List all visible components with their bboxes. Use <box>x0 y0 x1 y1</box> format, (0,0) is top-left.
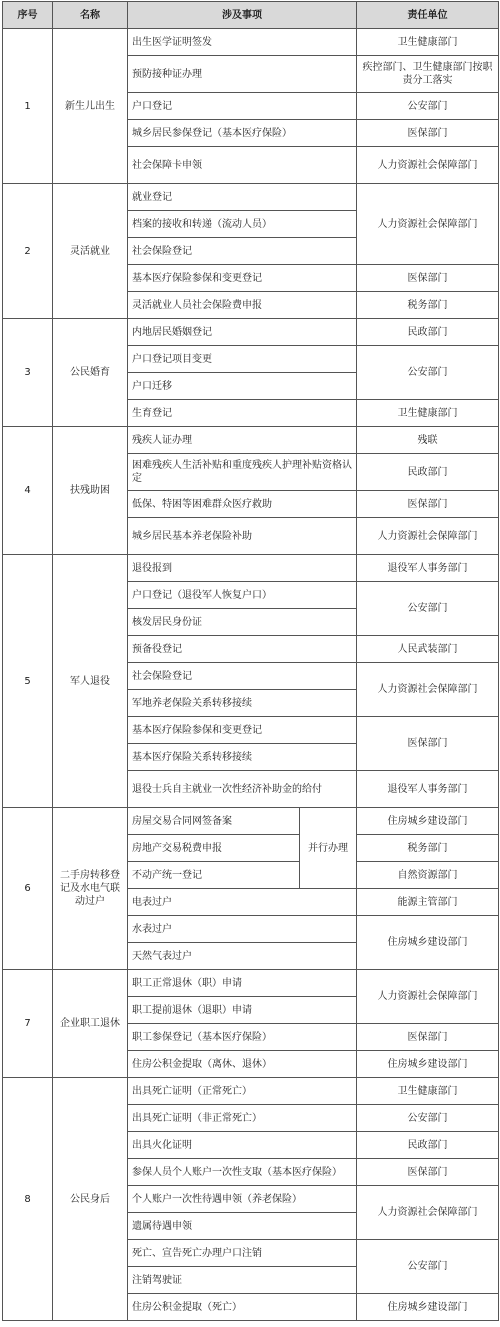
item-cell: 出生医学证明签发 <box>128 29 357 56</box>
unit-cell: 卫生健康部门 <box>357 400 499 427</box>
item-cell: 电表过户 <box>128 889 357 916</box>
unit-cell: 税务部门 <box>357 835 499 862</box>
table-row <box>3 319 499 346</box>
unit-cell: 卫生健康部门 <box>357 1078 499 1105</box>
unit-cell: 公安部门 <box>357 346 499 400</box>
item-cell: 困难残疾人生活补贴和重度残疾人护理补贴资格认定 <box>128 454 357 491</box>
item-cell: 残疾人证办理 <box>128 427 357 454</box>
group-name: 灵活就业 <box>53 184 128 319</box>
item-cell: 档案的接收和转递（流动人员） <box>128 211 357 238</box>
group-name: 企业职工退休 <box>53 970 128 1078</box>
affairs-table <box>2 1 499 1321</box>
header-items: 涉及事项 <box>128 2 357 29</box>
parallel-tag: 并行办理 <box>300 808 357 889</box>
table-row <box>3 970 499 997</box>
unit-cell: 医保部门 <box>357 265 499 292</box>
item-cell: 社会保险登记 <box>128 238 357 265</box>
item-cell: 户口迁移 <box>128 373 357 400</box>
item-cell: 低保、特困等困难群众医疗救助 <box>128 491 357 518</box>
item-cell: 预防接种证办理 <box>128 56 357 93</box>
unit-cell: 人力资源社会保障部门 <box>357 518 499 555</box>
unit-cell: 退役军人事务部门 <box>357 771 499 808</box>
unit-cell: 住房城乡建设部门 <box>357 1051 499 1078</box>
item-cell: 退役报到 <box>128 555 357 582</box>
item-cell: 就业登记 <box>128 184 357 211</box>
table-row <box>3 555 499 582</box>
unit-cell: 公安部门 <box>357 582 499 636</box>
item-cell: 职工参保登记（基本医疗保险） <box>128 1024 357 1051</box>
item-cell: 内地居民婚姻登记 <box>128 319 357 346</box>
table-row <box>3 29 499 56</box>
item-cell: 不动产统一登记 <box>128 862 300 889</box>
group-name: 军人退役 <box>53 555 128 808</box>
unit-cell: 退役军人事务部门 <box>357 555 499 582</box>
unit-cell: 残联 <box>357 427 499 454</box>
unit-cell: 能源主管部门 <box>357 889 499 916</box>
table-row <box>3 427 499 454</box>
item-cell: 注销驾驶证 <box>128 1267 357 1294</box>
header-unit: 责任单位 <box>357 2 499 29</box>
table-body <box>3 29 499 1321</box>
item-cell: 户口登记项目变更 <box>128 346 357 373</box>
item-cell: 军地养老保险关系转移接续 <box>128 690 357 717</box>
item-cell: 退役士兵自主就业一次性经济补助金的给付 <box>128 771 357 808</box>
table-row <box>3 184 499 211</box>
unit-cell: 公安部门 <box>357 1105 499 1132</box>
item-cell: 基本医疗保险参保和变更登记 <box>128 717 357 744</box>
item-cell: 生育登记 <box>128 400 357 427</box>
item-cell: 出具死亡证明（正常死亡） <box>128 1078 357 1105</box>
table-row <box>3 808 499 835</box>
group-number: 3 <box>3 319 53 427</box>
unit-cell: 医保部门 <box>357 1024 499 1051</box>
group-name: 新生儿出生 <box>53 29 128 184</box>
unit-cell: 公安部门 <box>357 1240 499 1294</box>
item-cell: 住房公积金提取（离休、退休） <box>128 1051 357 1078</box>
item-cell: 灵活就业人员社会保险费申报 <box>128 292 357 319</box>
unit-cell: 医保部门 <box>357 1159 499 1186</box>
item-cell: 城乡居民基本养老保险补助 <box>128 518 357 555</box>
group-number: 5 <box>3 555 53 808</box>
unit-cell: 人力资源社会保障部门 <box>357 970 499 1024</box>
group-number: 2 <box>3 184 53 319</box>
group-name: 扶残助困 <box>53 427 128 555</box>
unit-cell: 人民武装部门 <box>357 636 499 663</box>
item-cell: 基本医疗保险参保和变更登记 <box>128 265 357 292</box>
unit-cell: 卫生健康部门 <box>357 29 499 56</box>
item-cell: 住房公积金提取（死亡） <box>128 1294 357 1321</box>
item-cell: 社会保险登记 <box>128 663 357 690</box>
item-cell: 个人账户一次性待遇申领（养老保险） <box>128 1186 357 1213</box>
unit-cell: 民政部门 <box>357 454 499 491</box>
header-name: 名称 <box>53 2 128 29</box>
unit-cell: 人力资源社会保障部门 <box>357 147 499 184</box>
item-cell: 基本医疗保险关系转移接续 <box>128 744 357 771</box>
group-number: 7 <box>3 970 53 1078</box>
unit-cell: 民政部门 <box>357 1132 499 1159</box>
item-cell: 出具死亡证明（非正常死亡） <box>128 1105 357 1132</box>
unit-cell: 疾控部门、卫生健康部门按职责分工落实 <box>357 56 499 93</box>
item-cell: 核发居民身份证 <box>128 609 357 636</box>
unit-cell: 人力资源社会保障部门 <box>357 184 499 265</box>
item-cell: 房地产交易税费申报 <box>128 835 300 862</box>
unit-cell: 住房城乡建设部门 <box>357 808 499 835</box>
unit-cell: 住房城乡建设部门 <box>357 1294 499 1321</box>
unit-cell: 民政部门 <box>357 319 499 346</box>
group-number: 6 <box>3 808 53 970</box>
item-cell: 城乡居民参保登记（基本医疗保险） <box>128 120 357 147</box>
item-cell: 出具火化证明 <box>128 1132 357 1159</box>
item-cell: 预备役登记 <box>128 636 357 663</box>
item-cell: 职工提前退休（退职）申请 <box>128 997 357 1024</box>
item-cell: 户口登记 <box>128 93 357 120</box>
item-cell: 水表过户 <box>128 916 357 943</box>
unit-cell: 人力资源社会保障部门 <box>357 1186 499 1240</box>
item-cell: 参保人员个人账户一次性支取（基本医疗保险） <box>128 1159 357 1186</box>
group-number: 4 <box>3 427 53 555</box>
unit-cell: 医保部门 <box>357 717 499 771</box>
table-row <box>3 1078 499 1105</box>
item-cell: 死亡、宣告死亡办理户口注销 <box>128 1240 357 1267</box>
group-name: 公民身后 <box>53 1078 128 1321</box>
header-row <box>3 2 499 29</box>
header-no: 序号 <box>3 2 53 29</box>
item-cell: 遗属待遇申领 <box>128 1213 357 1240</box>
item-cell: 天然气表过户 <box>128 943 357 970</box>
item-cell: 社会保障卡申领 <box>128 147 357 184</box>
unit-cell: 自然资源部门 <box>357 862 499 889</box>
unit-cell: 公安部门 <box>357 93 499 120</box>
unit-cell: 医保部门 <box>357 120 499 147</box>
unit-cell: 医保部门 <box>357 491 499 518</box>
group-name: 二手房转移登记及水电气联动过户 <box>53 808 128 970</box>
group-name: 公民婚育 <box>53 319 128 427</box>
item-cell: 户口登记（退役军人恢复户口） <box>128 582 357 609</box>
unit-cell: 税务部门 <box>357 292 499 319</box>
item-cell: 房屋交易合同网签备案 <box>128 808 300 835</box>
unit-cell: 住房城乡建设部门 <box>357 916 499 970</box>
group-number: 1 <box>3 29 53 184</box>
unit-cell: 人力资源社会保障部门 <box>357 663 499 717</box>
item-cell: 职工正常退休（职）申请 <box>128 970 357 997</box>
group-number: 8 <box>3 1078 53 1321</box>
